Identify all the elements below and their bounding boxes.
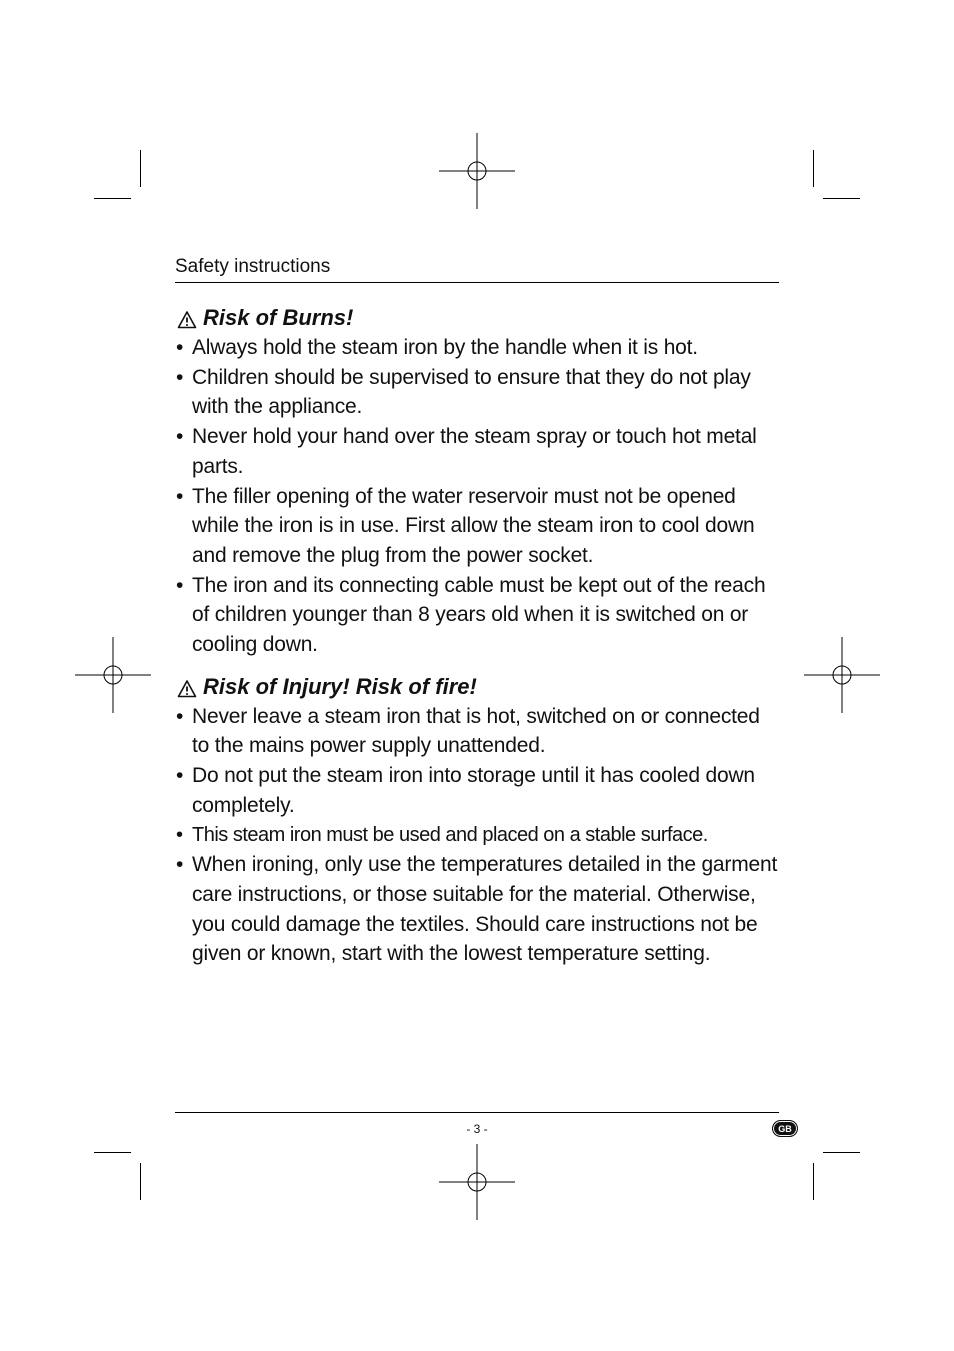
bullet-list: [175, 702, 781, 969]
crop-mark: [813, 150, 814, 187]
list-item: • Never hold your hand over the steam spray or touch hot metal parts.: [175, 422, 781, 481]
section-heading-text: Risk of Injury! Risk of fire!: [203, 673, 477, 699]
list-item: • Do not put the steam iron into storage until it has cooled down completely.: [175, 761, 781, 820]
list-item: • The iron and its connecting cable must be kept out of the reach of children younger than 8 years old when it is switched on or cooling down.: [175, 571, 781, 660]
section-risk-of-injury-fire: [175, 672, 781, 969]
page-number: - 3 -: [466, 1122, 488, 1136]
section-heading: [175, 672, 781, 702]
crop-mark: [823, 198, 860, 199]
list-item: • Always hold the steam iron by the handle when it is hot.: [175, 333, 781, 363]
registration-mark-icon: [75, 637, 151, 713]
language-badge: GB: [772, 1120, 798, 1137]
section-heading: [175, 303, 781, 333]
crop-mark: [140, 1163, 141, 1200]
list-item: • The filler opening of the water reservoir must not be opened while the iron is in use. First allow the steam iron to cool down and remove the plug from the power socket.: [175, 482, 781, 571]
list-item: • Children should be supervised to ensure that they do not play with the appliance.: [175, 363, 781, 422]
list-item: • This steam iron must be used and placed on a stable surface.: [175, 821, 781, 851]
crop-mark: [823, 1152, 860, 1153]
page-content: [175, 303, 781, 969]
list-item: • Never leave a steam iron that is hot, switched on or connected to the mains power supply unattended.: [175, 702, 781, 761]
section-heading-text: Risk of Burns!: [203, 305, 354, 330]
warning-triangle-icon: [177, 308, 197, 328]
footer-rule: [175, 1112, 779, 1113]
section-risk-of-burns: [175, 303, 781, 660]
warning-triangle-icon: [177, 677, 197, 697]
registration-mark-icon: [439, 1144, 515, 1220]
list-item: • When ironing, only use the temperatures detailed in the garment care instructions, or those suitable for the material. Otherwise, you could damage the textiles. Should care instructions not be given or known, start with the lowest temperature setting.: [175, 850, 781, 969]
crop-mark: [140, 150, 141, 187]
bullet-list: [175, 333, 781, 660]
registration-mark-icon: [804, 637, 880, 713]
header-rule: [175, 282, 779, 283]
crop-mark: [94, 198, 131, 199]
running-header: Safety instructions: [175, 256, 331, 277]
crop-mark: [94, 1152, 131, 1153]
crop-mark: [813, 1163, 814, 1200]
registration-mark-icon: [439, 133, 515, 209]
